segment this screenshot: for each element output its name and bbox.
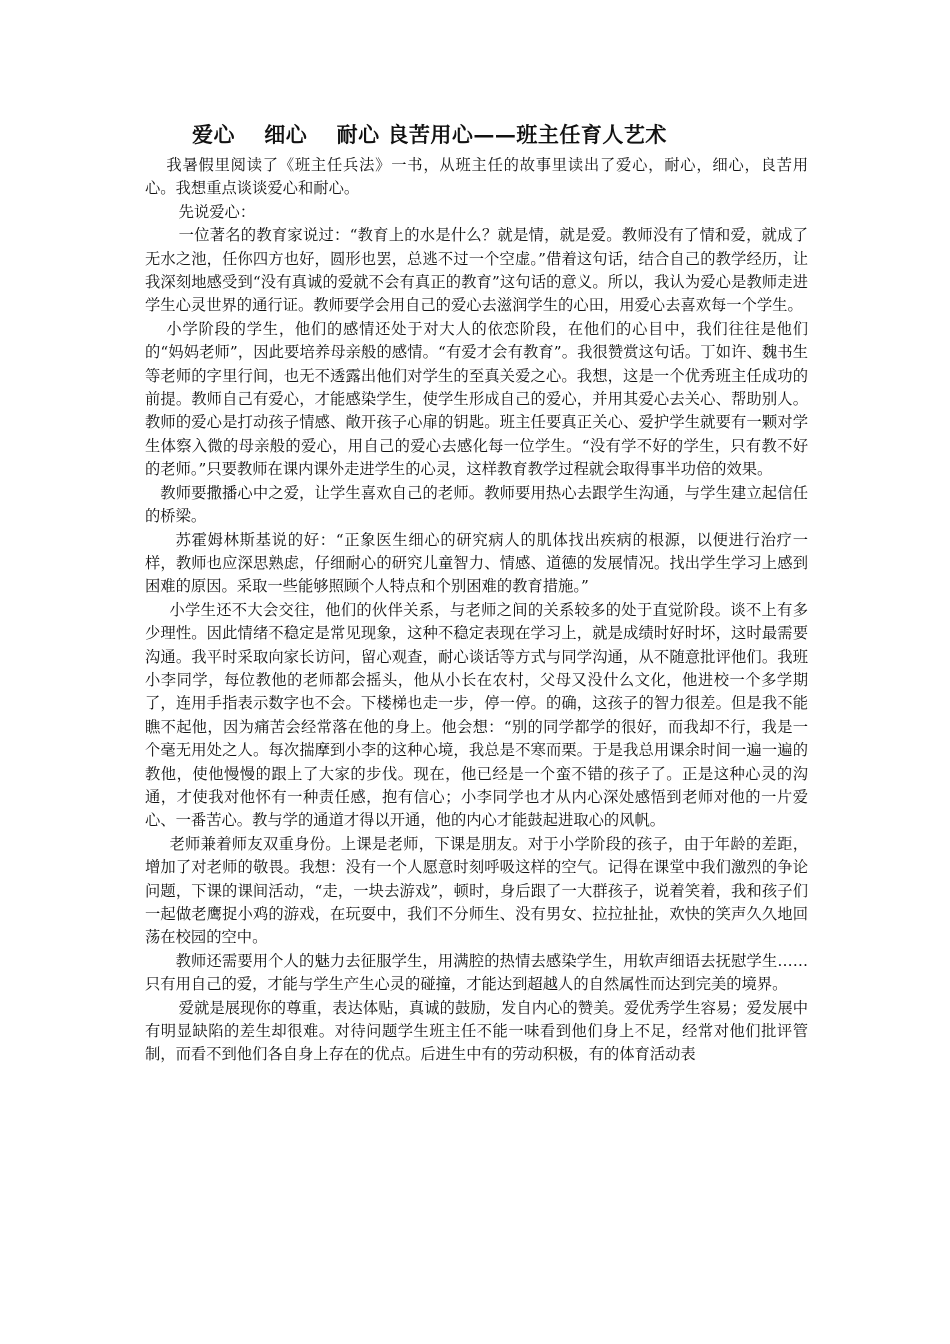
paragraph: 老师兼着师友双重身份。上课是老师，下课是朋友。对于小学阶段的孩子，由于年龄的差距，增加了对老师的敬畏。我想：没有一个人愿意时刻呼吸这样的空气。记得在课堂中我们激烈的争论问题，下课的课间活动，“走，一块去游戏”，顿时，身后跟了一大群孩子，说着笑着，我和孩子们一起做老鹰捉小鸡的游戏，在玩耍中，我们不分师生、没有男女、拉拉扯扯，欢快的笑声久久地回荡在校园的空中。 xyxy=(145,834,808,947)
paragraph: 爱就是展现你的尊重，表达体贴，真诚的鼓励，发自内心的赞美。爱优秀学生容易；爱发展中有明显缺陷的差生却很难。对待问题学生班主任不能一味看到他们身上不足，经常对他们批评管制，而看不到他们各自身上存在的优点。后进生中有的劳动积极，有的体育活动表 xyxy=(145,998,808,1064)
paragraph: 教师还需要用个人的魅力去征服学生，用满腔的热情去感染学生，用软声细语去抚慰学生……只有用自己的爱，才能与学生产生心灵的碰撞，才能达到超越人的自然属性而达到完美的境界。 xyxy=(145,951,808,994)
paragraph: 一位著名的教育家说过：“教育上的水是什么？就是情，就是爱。教师没有了情和爱，就成了无水之池，任你四方也好，圆形也罢，总逃不过一个空虚。”借着这句话，结合自己的教学经历，让我深刻地感受到“没有真诚的爱就不会有真正的教育”这句话的意义。所以，我认为爱心是教师走进学生心灵世界的通行证。教师要学会用自己的爱心去滋润学生的心田，用爱心去喜欢每一个学生。 xyxy=(145,226,808,315)
document-page xyxy=(145,118,808,1067)
paragraph: 小学生还不大会交往，他们的伙伴关系，与老师之间的关系较多的处于直觉阶段。谈不上有多少理性。因此情绪不稳定是常见现象，这种不稳定表现在学习上，就是成绩时好时坏，这时最需要沟通。我平时采取向家长访问，留心观查，耐心谈话等方式与同学沟通，从不随意批评他们。我班小李同学，每位教他的老师都会摇头，他从小长在农村，父母又没什么文化，他进校一个多学期了，连用手指表示数字也不会。下楼梯也走一步，停一停。的确，这孩子的智力很差。但是我不能瞧不起他，因为痛苦会经常落在他的身上。他会想：“别的同学都学的很好，而我却不行，我是一个毫无用处之人。每次揣摩到小李的这种心境，我总是不寒而栗。于是我总用课余时间一遍一遍的教他，使他慢慢的跟上了大家的步伐。现在，他已经是一个蛮不错的孩子了。正是这种心灵的沟通，才使我对他怀有一种责任感，抱有信心；小李同学也才从内心深处感悟到老师对他的一片爱心、一番苦心。教与学的通道才得以开通，他的内心才能鼓起进取心的风帆。 xyxy=(145,600,808,830)
document-title: 爱心 细心 耐心 良苦用心——班主任育人艺术 xyxy=(192,122,667,147)
document-body xyxy=(145,154,808,1067)
paragraph: 教师要撒播心中之爱，让学生喜欢自己的老师。教师要用热心去跟学生沟通，与学生建立起信任的桥梁。 xyxy=(145,483,808,526)
paragraph: 小学阶段的学生，他们的感情还处于对大人的依恋阶段，在他们的心目中，我们往往是他们的“妈妈老师”，因此要培养母亲般的感情。“有爱才会有教育”。我很赞赏这句话。丁如许、魏书生等老师的字里行间，也无不透露出他们对学生的至真关爱之心。我想，这是一个优秀班主任成功的前提。教师自己有爱心，才能感染学生，使学生形成自己的爱心，并用其爱心去关心、帮助别人。教师的爱心是打动孩子情感、敞开孩子心扉的钥匙。班主任要真正关心、爱护学生就要有一颗对学生体察入微的母亲般的爱心，用自己的爱心去感化每一位学生。“没有学不好的学生，只有教不好的老师。”只要教师在课内课外走进学生的心灵，这样教育教学过程就会取得事半功倍的效果。 xyxy=(145,319,808,479)
paragraph: 苏霍姆林斯基说的好：“正象医生细心的研究病人的肌体找出疾病的根源，以便进行治疗一样，教师也应深思熟虑，仔细耐心的研究儿童智力、情感、道德的发展情况。找出学生学习上感到困难的原因。采取一些能够照顾个人特点和个别困难的教育措施。” xyxy=(145,530,808,596)
paragraph: 我暑假里阅读了《班主任兵法》一书，从班主任的故事里读出了爱心，耐心，细心，良苦用心。我想重点谈谈爱心和耐心。 xyxy=(145,156,808,198)
paragraph: 先说爱心： xyxy=(178,202,256,221)
